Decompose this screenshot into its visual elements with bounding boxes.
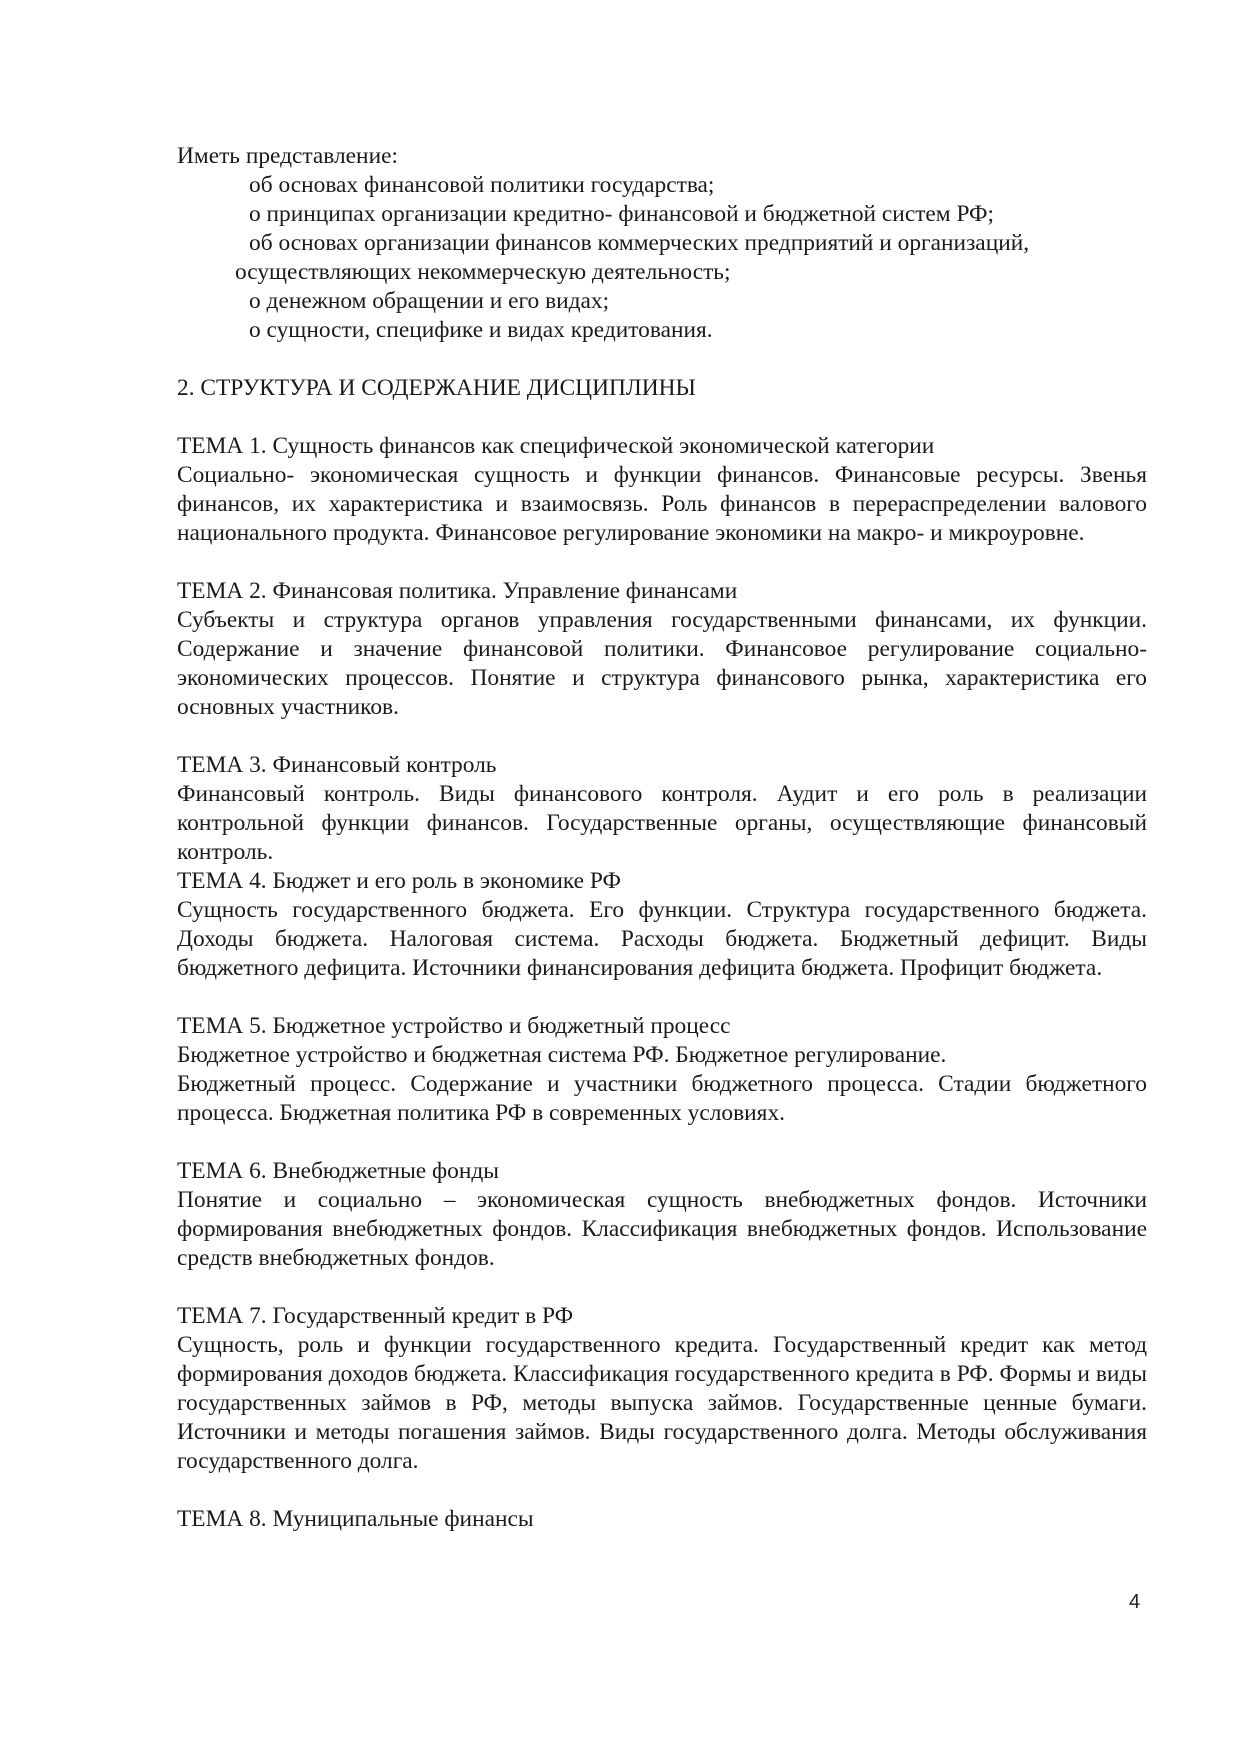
topic-paragraph: Понятие и социально – экономическая сущность внебюджетных фондов. Источники формирования внебюджетных фондов. Классификация внебюджетных фондов. Использование средств внебюджетных фондов. — [177, 1187, 1147, 1271]
intro-item: осуществляющих некоммерческую деятельность; — [235, 259, 731, 285]
topic-title: ТЕМА 8. Муниципальные финансы — [177, 1506, 534, 1532]
topic-title: ТЕМА 1. Сущность финансов как специфической экономической категории — [177, 433, 935, 459]
topic-title: ТЕМА 3. Финансовый контроль — [177, 752, 497, 778]
intro-item: об основах финансовой политики государства; — [249, 172, 715, 198]
topic-paragraph: Бюджетное устройство и бюджетная система РФ. Бюджетное регулирование. — [177, 1042, 947, 1068]
topic-paragraph: Бюджетный процесс. Содержание и участники бюджетного процесса. Стадии бюджетного процесса. Бюджетная политика РФ в современных условиях. — [177, 1071, 1147, 1126]
document-page — [177, 142, 1147, 1534]
topic-title: ТЕМА 5. Бюджетное устройство и бюджетный процесс — [177, 1013, 731, 1039]
topic-title: ТЕМА 2. Финансовая политика. Управление финансами — [177, 578, 738, 604]
topic-title: ТЕМА 4. Бюджет и его роль в экономике РФ — [177, 868, 621, 894]
topic-paragraph: Сущность, роль и функции государственного кредита. Государственный кредит как метод формирования доходов бюджета. Классификация государственного кредита в РФ. Формы и виды государственных займов в РФ, методы выпуска займов. Государственные ценные бумаги. Источники и методы погашения займов. Виды государственного долга. Методы обслуживания государственного долга. — [177, 1332, 1147, 1474]
page-number: 4 — [1129, 1591, 1141, 1613]
intro-item: о денежном обращении и его видах; — [249, 288, 610, 314]
topic-paragraph: Сущность государственного бюджета. Его функции. Структура государственного бюджета. Доходы бюджета. Налоговая система. Расходы бюджета. Бюджетный дефицит. Виды бюджетного дефицита. Источники финансирования дефицита бюджета. Профицит бюджета. — [177, 897, 1147, 981]
topic-title: ТЕМА 6. Внебюджетные фонды — [177, 1158, 499, 1184]
topic-title: ТЕМА 7. Государственный кредит в РФ — [177, 1303, 574, 1329]
intro-item: об основах организации финансов коммерческих предприятий и организаций, — [249, 230, 1030, 256]
topic-paragraph: Финансовый контроль. Виды финансового контроля. Аудит и его роль в реализации контрольной функции финансов. Государственные органы, осуществляющие финансовый контроль. — [177, 781, 1147, 865]
section-title: 2. СТРУКТУРА И СОДЕРЖАНИЕ ДИСЦИПЛИНЫ — [177, 375, 696, 401]
topic-paragraph: Социально- экономическая сущность и функции финансов. Финансовые ресурсы. Звенья финансов, их характеристика и взаимосвязь. Роль финансов в перераспределении валового национального продукта. Финансовое регулирование экономики на макро- и микроуровне. — [177, 462, 1147, 546]
intro-item: о принципах организации кредитно- финансовой и бюджетной систем РФ; — [249, 201, 995, 227]
topic-paragraph: Субъекты и структура органов управления государственными финансами, их функции. Содержание и значение финансовой политики. Финансовое регулирование социально-экономических процессов. Понятие и структура финансового рынка, характеристика его основных участников. — [177, 607, 1147, 720]
intro-heading: Иметь представление: — [177, 143, 398, 169]
intro-item: о сущности, специфике и видах кредитования. — [249, 317, 713, 343]
